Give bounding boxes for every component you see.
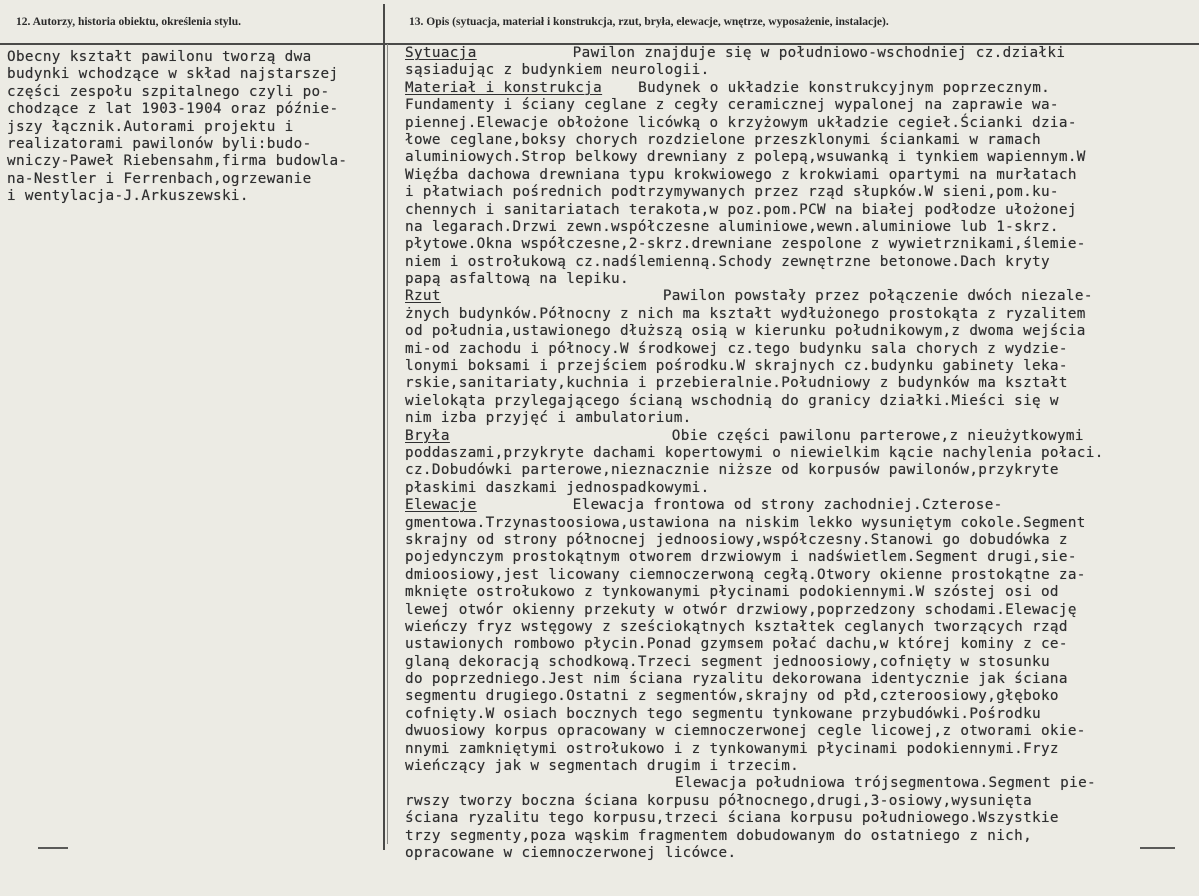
section-heading-line (405, 428, 1104, 445)
line-text: aluminiowych.Strop belkowy drewniany z polepą,wsuwanką i tynkiem wapiennym.W (405, 149, 1086, 166)
text-line (405, 62, 1104, 79)
text-line: realizatorami pawilonów byli:budo- (7, 135, 312, 152)
line-text: od południa,ustawionego dłuższą osią w kierunku południkowym,z dwoma wejścia (405, 323, 1086, 340)
text-line: na-Nestler i Ferrenbach,ogrzewanie (7, 170, 312, 187)
text-line (405, 341, 1104, 358)
footer-mark-left (38, 847, 68, 849)
section-heading: Materiał i konstrukcja (405, 79, 603, 96)
line-text: wielokąta przylegającego ścianą wschodnią do granicy działki.Mieści się w (405, 392, 1059, 409)
text-line (405, 219, 1104, 236)
text-line (405, 688, 1104, 705)
line-text: dmioosiowy,jest licowany ciemnoczerwoną cegłą.Otwory okienne prostokątne za- (405, 566, 1086, 583)
text-line (405, 758, 1104, 775)
text-line: budynki wchodzące w skład najstarszej (7, 66, 339, 83)
line-text: nim izba przyjęć i ambulatorium. (405, 410, 692, 427)
text-line (405, 775, 1104, 792)
text-line (405, 184, 1104, 201)
text-line (405, 515, 1104, 532)
text-line (405, 584, 1104, 601)
line-text: cz.Dobudówki parterowe,nieznacznie niższe od korpusów pawilonów,przykryte (405, 462, 1059, 479)
line-text: niem i ostrołukową cz.nadślemienną.Schody zewnętrzne betonowe.Dach kryty (405, 253, 1050, 270)
line-text: łowe ceglane,boksy chorych rozdzielone przeszklonymi ściankami w ramach (405, 131, 1041, 148)
text-line (405, 306, 1104, 323)
section-heading: Elewacje (405, 497, 477, 514)
line-text: skrajny od strony północnej jednoosiowy,współczesny.Stanowi go dobudówka z (405, 531, 1068, 548)
column-divider (383, 4, 385, 850)
text-line (405, 567, 1104, 584)
line-text: papą asfaltową na lepiku. (405, 271, 629, 288)
line-text: ustawionych rombowo płycin.Ponad gzymsem połać dachu,w której kominy z ce- (405, 636, 1068, 653)
line-text: opracowane w ciemnoczerwonej licówce. (405, 844, 737, 861)
line-text: płytowe.Okna współczesne,2-skrz.drewniane zespolone z wywietrznikami,ślemie- (405, 236, 1086, 253)
line-text: cofnięty.W osiach bocznych tego segmentu tynkowane przybudówki.Pośrodku (405, 705, 1041, 722)
section-heading: Sytuacja (405, 45, 477, 61)
text-line (405, 654, 1104, 671)
text-line (405, 410, 1104, 427)
text-line (405, 167, 1104, 184)
line-text: do poprzedniego.Jest nim ściana ryzalitu dekorowana identycznie jak ściana (405, 671, 1068, 688)
text-line (405, 549, 1104, 566)
text-line (405, 375, 1104, 392)
line-text: i płatwiach pośrednich podtrzymywanych przez rząd słupków.W sieni,pom.ku- (405, 184, 1059, 201)
text-line (405, 723, 1104, 740)
text-line (405, 636, 1104, 653)
section-heading-line (405, 45, 1104, 62)
text-line (405, 149, 1104, 166)
line-text: piennej.Elewacje obłożone licówką o krzyżowym układzie cegieł.Ścianki dzia- (405, 114, 1077, 131)
text-line: jszy łącznik.Autorami projektu i (7, 118, 294, 135)
line-text: Budynek o układzie konstrukcyjnym poprzecznym. (638, 79, 1051, 96)
authors-history-text (7, 49, 347, 206)
line-text: mknięte ostrołukowo z tynkowanymi płycinami podokiennymi.W szóstej osi od (405, 584, 1059, 601)
line-text: segmentu drugiego.Ostatni z segmentów,skrajny od płd,czteroosiowy,głęboko (405, 688, 1059, 705)
line-text: glaną dekoracją schodkową.Trzeci segment jednoosiowy,cofnięty w stosunku (405, 653, 1050, 670)
line-text: Obie części pawilonu parterowe,z nieużytkowymi (671, 427, 1084, 444)
text-line (405, 462, 1104, 479)
text-line (405, 480, 1104, 497)
line-text: wieńczący jak w segmentach drugim i trzecim. (405, 758, 800, 775)
section-heading: Bryła (405, 427, 450, 444)
text-line: chodzące z lat 1903-1904 oraz późnie- (7, 101, 339, 118)
line-text: lonymi boksami i przejściem pośrodku.W skrajnych cz.budynku gabinety leka- (405, 358, 1068, 375)
line-text: sąsiadując z budynkiem neurologii. (405, 62, 710, 79)
line-text: Elewacja południowa trójsegmentowa.Segment pie- (675, 775, 1096, 792)
text-line (405, 619, 1104, 636)
text-line (405, 706, 1104, 723)
section-13-header: 13. Opis (sytuacja, materiał i konstrukcja, rzut, bryła, elewacje, wnętrze, wyposażenie, instalacje). (409, 16, 889, 28)
text-line (405, 445, 1104, 462)
line-text: chennych i sanitariatach terakota,w poz.pom.PCW na białej podłodze ułożonej (405, 201, 1077, 218)
section-heading-line (405, 80, 1104, 97)
footer-mark-right (1140, 847, 1175, 849)
text-line (405, 97, 1104, 114)
column-divider-inner (387, 44, 388, 844)
text-line (405, 132, 1104, 149)
line-text: płaskimi daszkami jednospadkowymi. (405, 479, 710, 496)
text-line (405, 358, 1104, 375)
text-line (405, 271, 1104, 288)
line-text: trzy segmenty,poza wąskim fragmentem dobudowanym do ostatniego z nich, (405, 827, 1033, 844)
line-text: żnych budynków.Północny z nich ma kształt wydłużonego prostokąta z ryzalitem (405, 305, 1086, 322)
line-text: dwuosiowy korpus opracowany w ciemnoczerwonej cegle licowej,z otworami okie- (405, 723, 1086, 740)
text-line (405, 532, 1104, 549)
text-line: wniczy-Paweł Riebensahm,firma budowla- (7, 153, 348, 170)
text-line (405, 236, 1104, 253)
text-line (405, 845, 1104, 862)
line-text: wieńczy fryz wstęgowy z sześciokątnych kształtek ceglanych tworzących rząd (405, 618, 1068, 635)
line-text: mi-od zachodu i północy.W środkowej cz.tego budynku sala chorych z wydzie- (405, 340, 1068, 357)
text-line (405, 828, 1104, 845)
line-text: poddaszami,przykryte dachami kopertowymi o niewielkim kącie nachylenia połaci. (405, 444, 1104, 461)
line-text: pojedynczym prostokątnym otworem drzwiowym i nadświetlem.Segment drugi,sie- (405, 549, 1077, 566)
text-line (405, 741, 1104, 758)
line-text: Fundamenty i ściany ceglane z cegły ceramicznej wypalonej na zaprawie wa- (405, 97, 1059, 114)
section-heading-line (405, 288, 1104, 305)
line-text: rskie,sanitariaty,kuchnia i przebieralnie.Południowy z budynków ma kształt (405, 375, 1068, 392)
text-line (405, 115, 1104, 132)
section-heading: Rzut (405, 288, 441, 305)
text-line (405, 323, 1104, 340)
line-text: Elewacja frontowa od strony zachodniej.Czterose- (572, 497, 1003, 514)
line-text: rwszy tworzy boczna ściana korpusu północnego,drugi,3-osiowy,wysunięta (405, 792, 1033, 809)
line-text: nnymi zamkniętymi ostrołukowo i z tynkowanymi płycinami podokiennymi.Fryz (405, 740, 1059, 757)
text-line (405, 602, 1104, 619)
line-text: ściana ryzalitu tego korpusu,trzeci ściana korpusu południowego.Wszystkie (405, 810, 1059, 827)
line-text: gmentowa.Trzynastoosiowa,ustawiona na niskim lekko wysuniętym cokole.Segment (405, 514, 1086, 531)
text-line (405, 202, 1104, 219)
text-line: i wentylacja-J.Arkuszewski. (7, 188, 249, 205)
text-line (405, 810, 1104, 827)
text-line: Obecny kształt pawilonu tworzą dwa (7, 49, 312, 65)
section-heading-line (405, 497, 1104, 514)
text-line: części zespołu szpitalnego czyli po- (7, 83, 330, 100)
line-text: Pawilon znajduje się w południowo-wschodniej cz.działki (572, 45, 1066, 61)
text-line (405, 254, 1104, 271)
line-text: na legarach.Drzwi zewn.współczesne aluminiowe,wewn.aluminiowe lub 1-skrz. (405, 218, 1059, 235)
text-line (405, 393, 1104, 410)
text-line (405, 671, 1104, 688)
line-text: lewej otwór okienny przekuty w otwór drzwiowy,poprzedzony schodami.Elewację (405, 601, 1077, 618)
line-text: Pawilon powstały przez połączenie dwóch niezale- (662, 288, 1093, 305)
text-line (405, 793, 1104, 810)
line-text: Więźba dachowa drewniana typu krokwiowego z krokwiami opartymi na murłatach (405, 166, 1077, 183)
section-12-header: 12. Autorzy, historia obiektu, określenia stylu. (16, 16, 242, 28)
description-text (405, 45, 1104, 862)
